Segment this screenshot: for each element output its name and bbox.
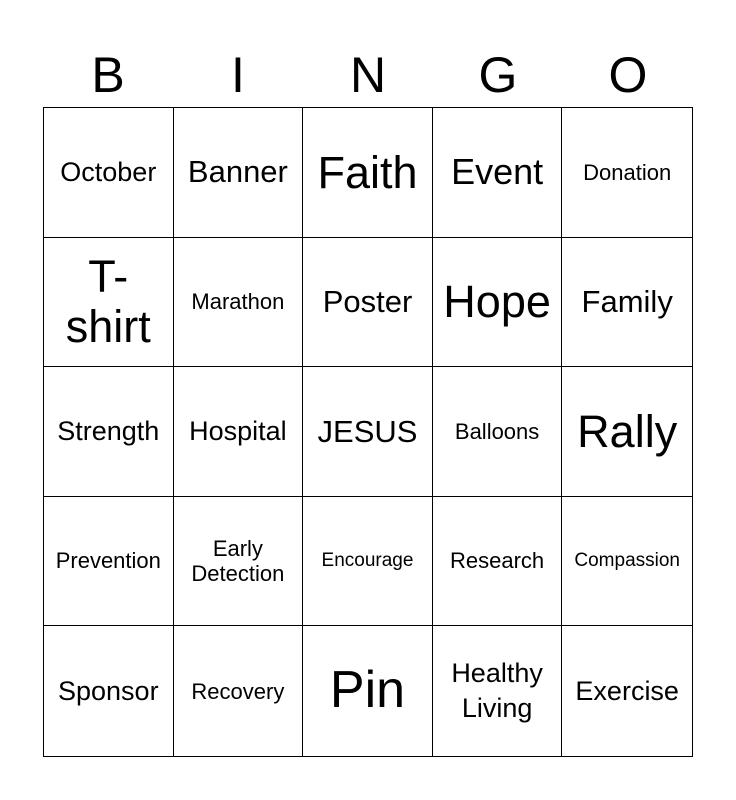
bingo-cell-marathon[interactable]: Marathon — [174, 238, 304, 368]
bingo-cell-event[interactable]: Event — [433, 108, 563, 238]
bingo-cell-sponsor[interactable]: Sponsor — [44, 626, 174, 756]
header-letter-n: N — [349, 47, 387, 103]
header-letter-i: I — [231, 47, 245, 103]
bingo-cell-compassion[interactable]: Compassion — [562, 497, 692, 627]
bingo-cell-encourage[interactable]: Encourage — [303, 497, 433, 627]
bingo-cell-family[interactable]: Family — [562, 238, 692, 368]
bingo-cell-t-shirt[interactable]: T- shirt — [44, 238, 174, 368]
bingo-cell-jesus[interactable]: JESUS — [303, 367, 433, 497]
bingo-cell-strength[interactable]: Strength — [44, 367, 174, 497]
bingo-header — [43, 42, 693, 108]
bingo-cell-early-detection[interactable]: Early Detection — [174, 497, 304, 627]
bingo-cell-donation[interactable]: Donation — [562, 108, 692, 238]
bingo-cell-pin[interactable]: Pin — [303, 626, 433, 756]
bingo-cell-balloons[interactable]: Balloons — [433, 367, 563, 497]
bingo-cell-october[interactable]: October — [44, 108, 174, 238]
bingo-cell-rally[interactable]: Rally — [562, 367, 692, 497]
bingo-cell-faith[interactable]: Faith — [303, 108, 433, 238]
bingo-cell-banner[interactable]: Banner — [174, 108, 304, 238]
bingo-cell-recovery[interactable]: Recovery — [174, 626, 304, 756]
bingo-cell-hospital[interactable]: Hospital — [174, 367, 304, 497]
bingo-cell-research[interactable]: Research — [433, 497, 563, 627]
header-letter-o: O — [608, 47, 648, 103]
bingo-cell-poster[interactable]: Poster — [303, 238, 433, 368]
bingo-cell-hope[interactable]: Hope — [433, 238, 563, 368]
header-letter-g: G — [478, 47, 518, 103]
bingo-cell-prevention[interactable]: Prevention — [44, 497, 174, 627]
header-letter-b: B — [91, 47, 125, 103]
bingo-board — [43, 107, 693, 757]
bingo-cell-healthy-living[interactable]: Healthy Living — [433, 626, 563, 756]
bingo-cell-exercise[interactable]: Exercise — [575, 675, 679, 706]
